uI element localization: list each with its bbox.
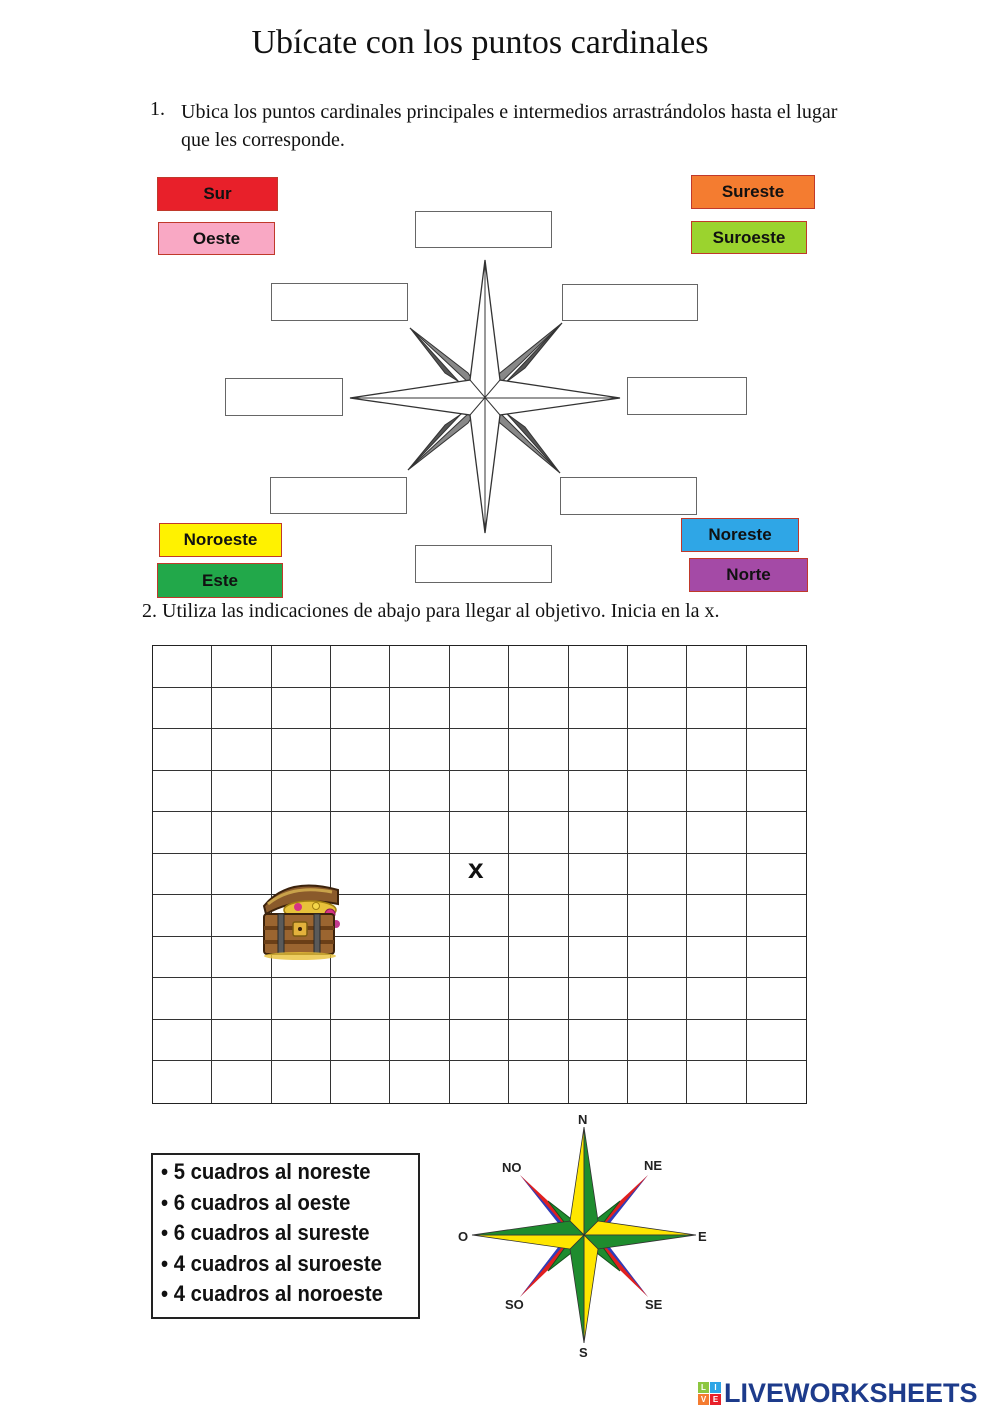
grid-cell	[450, 646, 509, 688]
grid-cell	[390, 854, 449, 896]
grid-cell	[628, 895, 687, 937]
start-marker: x	[468, 853, 484, 884]
grid-cell	[153, 895, 212, 937]
instruction-item: • 5 cuadros al noreste	[161, 1159, 371, 1184]
grid-cell	[450, 771, 509, 813]
grid-cell	[212, 646, 271, 688]
grid-cell	[628, 978, 687, 1020]
grid-cell	[272, 646, 331, 688]
grid-cell	[212, 978, 271, 1020]
arm-e-top	[584, 1221, 696, 1235]
grid-cell	[212, 771, 271, 813]
grid-cell	[569, 895, 628, 937]
grid-cell	[509, 895, 568, 937]
grid-cell	[687, 646, 746, 688]
treasure-chest-icon	[258, 880, 346, 962]
arm-n-left	[570, 1127, 584, 1235]
arm-s-left	[570, 1235, 584, 1343]
grid-cell	[628, 1061, 687, 1103]
compass-label-ne: NE	[644, 1158, 663, 1173]
grid-cell	[747, 688, 806, 730]
arm-s-right	[584, 1235, 598, 1343]
arm-w-bottom	[472, 1235, 584, 1249]
colored-compass-rose	[470, 1125, 698, 1345]
grid-cell	[212, 812, 271, 854]
grid-cell	[569, 854, 628, 896]
grid-cell	[747, 978, 806, 1020]
drop-zone-southwest[interactable]	[270, 477, 407, 514]
grid-cell	[450, 937, 509, 979]
instructions-box	[151, 1153, 420, 1319]
grid-cell	[331, 1061, 390, 1103]
drag-label-este[interactable]: Este	[157, 563, 283, 598]
grid-cell	[331, 1020, 390, 1062]
grid-cell	[687, 1061, 746, 1103]
drag-label-noroeste[interactable]: Noroeste	[159, 523, 282, 557]
grid-cell	[687, 688, 746, 730]
grid-cell	[569, 646, 628, 688]
compass-label-se: SE	[645, 1297, 663, 1312]
grid-cell	[687, 812, 746, 854]
grid-cell	[212, 1020, 271, 1062]
grid-cell	[331, 978, 390, 1020]
grid-cell	[687, 729, 746, 771]
grid-cell	[509, 937, 568, 979]
grid-cell	[747, 646, 806, 688]
grid-cell	[390, 688, 449, 730]
grid-cell	[450, 978, 509, 1020]
grid-cell	[390, 978, 449, 1020]
grid-cell	[331, 812, 390, 854]
grid-cell	[212, 1061, 271, 1103]
grid-cell	[450, 1061, 509, 1103]
grid-cell	[153, 1061, 212, 1103]
grid-cell	[390, 895, 449, 937]
drag-label-suroeste[interactable]: Suroeste	[691, 221, 807, 254]
logo-letter: I	[710, 1382, 721, 1393]
grid-cell	[747, 1061, 806, 1103]
arm-e-bottom	[584, 1235, 696, 1249]
grid-cell	[747, 729, 806, 771]
grid-cell	[747, 812, 806, 854]
grid-cell	[747, 1020, 806, 1062]
drop-zone-east[interactable]	[627, 377, 747, 415]
grid-cell	[390, 812, 449, 854]
grid-cell	[331, 729, 390, 771]
logo-letter: E	[710, 1394, 721, 1405]
grid-cell	[153, 771, 212, 813]
drop-zone-south[interactable]	[415, 545, 552, 583]
grid-cell	[569, 1020, 628, 1062]
instruction-item: • 6 cuadros al oeste	[161, 1189, 351, 1215]
grid-cell	[331, 771, 390, 813]
drag-label-norte[interactable]: Norte	[689, 558, 808, 592]
compass-label-o: O	[458, 1229, 469, 1244]
grid-cell	[509, 688, 568, 730]
grid-cell	[390, 1061, 449, 1103]
logo-letter: V	[698, 1394, 709, 1405]
grid-cell	[687, 978, 746, 1020]
grid-cell	[628, 646, 687, 688]
compass-label-so: SO	[505, 1297, 524, 1312]
grid-cell	[628, 937, 687, 979]
grid-cell	[509, 729, 568, 771]
grid-cell	[509, 812, 568, 854]
grid-cell	[153, 978, 212, 1020]
drag-label-sureste[interactable]: Sureste	[691, 175, 815, 209]
drop-zone-northwest[interactable]	[271, 283, 408, 321]
grid-cell	[390, 937, 449, 979]
grid-cell	[628, 1020, 687, 1062]
grid-cell	[569, 688, 628, 730]
drop-zone-northeast[interactable]	[562, 284, 698, 321]
worksheet-title: Ubícate con los puntos cardinales	[251, 24, 709, 61]
grid-cell	[628, 812, 687, 854]
grid-cell	[450, 812, 509, 854]
grid-cell	[153, 812, 212, 854]
drag-label-noreste[interactable]: Noreste	[681, 518, 799, 552]
grid-cell	[687, 854, 746, 896]
drag-label-sur[interactable]: Sur	[157, 177, 278, 211]
grid-cell	[272, 688, 331, 730]
instruction-item: • 4 cuadros al suroeste	[161, 1250, 382, 1276]
grid-cell	[747, 895, 806, 937]
grid-cell	[272, 1020, 331, 1062]
grid-cell	[687, 895, 746, 937]
grid-cell	[747, 771, 806, 813]
grid-cell	[687, 1020, 746, 1062]
grid-cell	[331, 688, 390, 730]
grid-cell	[450, 729, 509, 771]
grid-cell	[747, 854, 806, 896]
instruction-item: • 6 cuadros al sureste	[161, 1220, 370, 1245]
grid-cell	[153, 854, 212, 896]
liveworksheets-logo	[698, 1378, 978, 1409]
grid-cell	[272, 978, 331, 1020]
grid-cell	[628, 854, 687, 896]
grid-cell	[153, 1020, 212, 1062]
grid-cell	[390, 771, 449, 813]
grid-cell	[272, 729, 331, 771]
grid-cell	[628, 771, 687, 813]
grid-cell	[272, 1061, 331, 1103]
drop-zone-north[interactable]	[415, 211, 552, 248]
grid-cell	[153, 646, 212, 688]
grid-cell	[212, 688, 271, 730]
grid-cell	[153, 688, 212, 730]
grid-cell	[212, 729, 271, 771]
arm-w-top	[472, 1221, 584, 1235]
grid-cell	[628, 688, 687, 730]
grid-cell	[509, 854, 568, 896]
logo-text: LIVEWORKSHEETS	[724, 1378, 978, 1408]
grid-cell	[687, 937, 746, 979]
grid-cell	[450, 895, 509, 937]
grid-cell	[747, 937, 806, 979]
compass-label-n: N	[578, 1112, 588, 1127]
grid-cell	[569, 1061, 628, 1103]
drag-label-oeste[interactable]: Oeste	[158, 222, 275, 255]
grid-cell	[272, 812, 331, 854]
grid-cell	[569, 812, 628, 854]
logo-grid-icon	[698, 1382, 721, 1405]
compass-label-e: E	[698, 1229, 707, 1244]
grid-cell	[509, 1020, 568, 1062]
logo-letter: L	[698, 1382, 709, 1393]
grid-cell	[272, 771, 331, 813]
arm-n-right	[584, 1127, 598, 1235]
grid-cell	[569, 729, 628, 771]
grid-cell	[390, 1020, 449, 1062]
grid-cell	[509, 771, 568, 813]
grid-cell	[509, 646, 568, 688]
drop-zone-west[interactable]	[225, 378, 343, 416]
grid-cell	[153, 937, 212, 979]
grid-cell	[569, 978, 628, 1020]
grid-cell	[153, 729, 212, 771]
instruction-item: • 4 cuadros al noroeste	[161, 1281, 383, 1306]
grid-cell	[628, 729, 687, 771]
grid-cell	[450, 1020, 509, 1062]
grid-cell	[509, 1061, 568, 1103]
question-2-text: 2. Utiliza las indicaciones de abajo para llegar al objetivo. Inicia en la x.	[142, 600, 720, 622]
grid-cell	[687, 771, 746, 813]
grid-cell	[450, 688, 509, 730]
compass-label-no: NO	[502, 1160, 522, 1175]
grid-cell	[569, 937, 628, 979]
question-1-number: 1.	[150, 98, 165, 120]
grid-cell	[390, 729, 449, 771]
question-1-text: Ubica los puntos cardinales principales e intermedios arrastrándolos hasta el lugar que les corresponde.	[181, 101, 838, 151]
grid-cell	[390, 646, 449, 688]
grid-cell	[509, 978, 568, 1020]
compass-label-s: S	[579, 1345, 588, 1360]
grid-cell	[569, 771, 628, 813]
grid-cell	[331, 646, 390, 688]
drop-zone-southeast[interactable]	[560, 477, 697, 515]
